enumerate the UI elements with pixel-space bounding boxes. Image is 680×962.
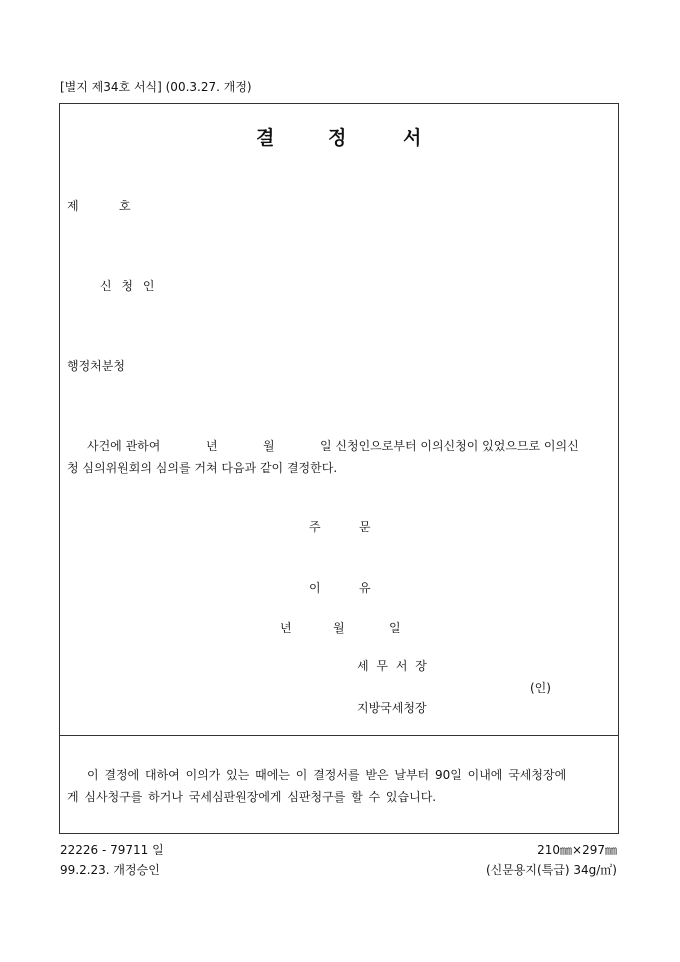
- order-heading: 문: [359, 520, 371, 534]
- applicant-label: 신 청 인: [100, 279, 155, 293]
- form-header: [별지 제34호 서식] (00.3.27. 개정): [60, 80, 252, 94]
- body-text: 청 심의위원회의 심의를 거쳐 다음과 같이 결정한다.: [67, 461, 338, 475]
- body-text: 일 신청인으로부터 이의신청이 있었으므로 이의신: [320, 439, 579, 453]
- body-year: 년: [206, 439, 218, 453]
- paper-size: 210㎜×297㎜: [537, 843, 617, 857]
- notice-text: 게 심사청구를 하거나 국세심판원장에게 심판청구를 할 수 있습니다.: [67, 790, 437, 804]
- reason-heading: 이: [309, 581, 321, 595]
- form-code: 22226 - 79711 일: [60, 843, 164, 857]
- title-char: 정: [328, 127, 347, 149]
- paper-type: (신문용지(특급) 34g/㎡): [485, 863, 617, 877]
- title-char: 서: [403, 127, 422, 149]
- body-text: 사건에 관하여: [87, 439, 161, 453]
- number-label-suffix: 호: [119, 199, 131, 213]
- date-year: 년: [280, 621, 292, 635]
- notice-text: 이 결정에 대하여 이의가 있는 때에는 이 결정서를 받은 날부터 90일 이내에 국세청장에: [87, 768, 567, 782]
- body-month: 월: [263, 439, 275, 453]
- title-char: 결: [256, 127, 275, 149]
- tax-office-signer: 세 무 서 장: [357, 659, 427, 673]
- date-month: 월: [333, 621, 345, 635]
- agency-label: 행정처분청: [67, 359, 125, 373]
- divider: [59, 735, 618, 736]
- number-label: 제: [67, 199, 79, 213]
- regional-signer: 지방국세청장: [357, 701, 427, 715]
- order-heading: 주: [309, 520, 321, 534]
- date-day: 일: [389, 621, 401, 635]
- seal-mark: (인): [530, 681, 551, 695]
- reason-heading: 유: [359, 581, 371, 595]
- approval-date: 99.2.23. 개정승인: [60, 863, 160, 877]
